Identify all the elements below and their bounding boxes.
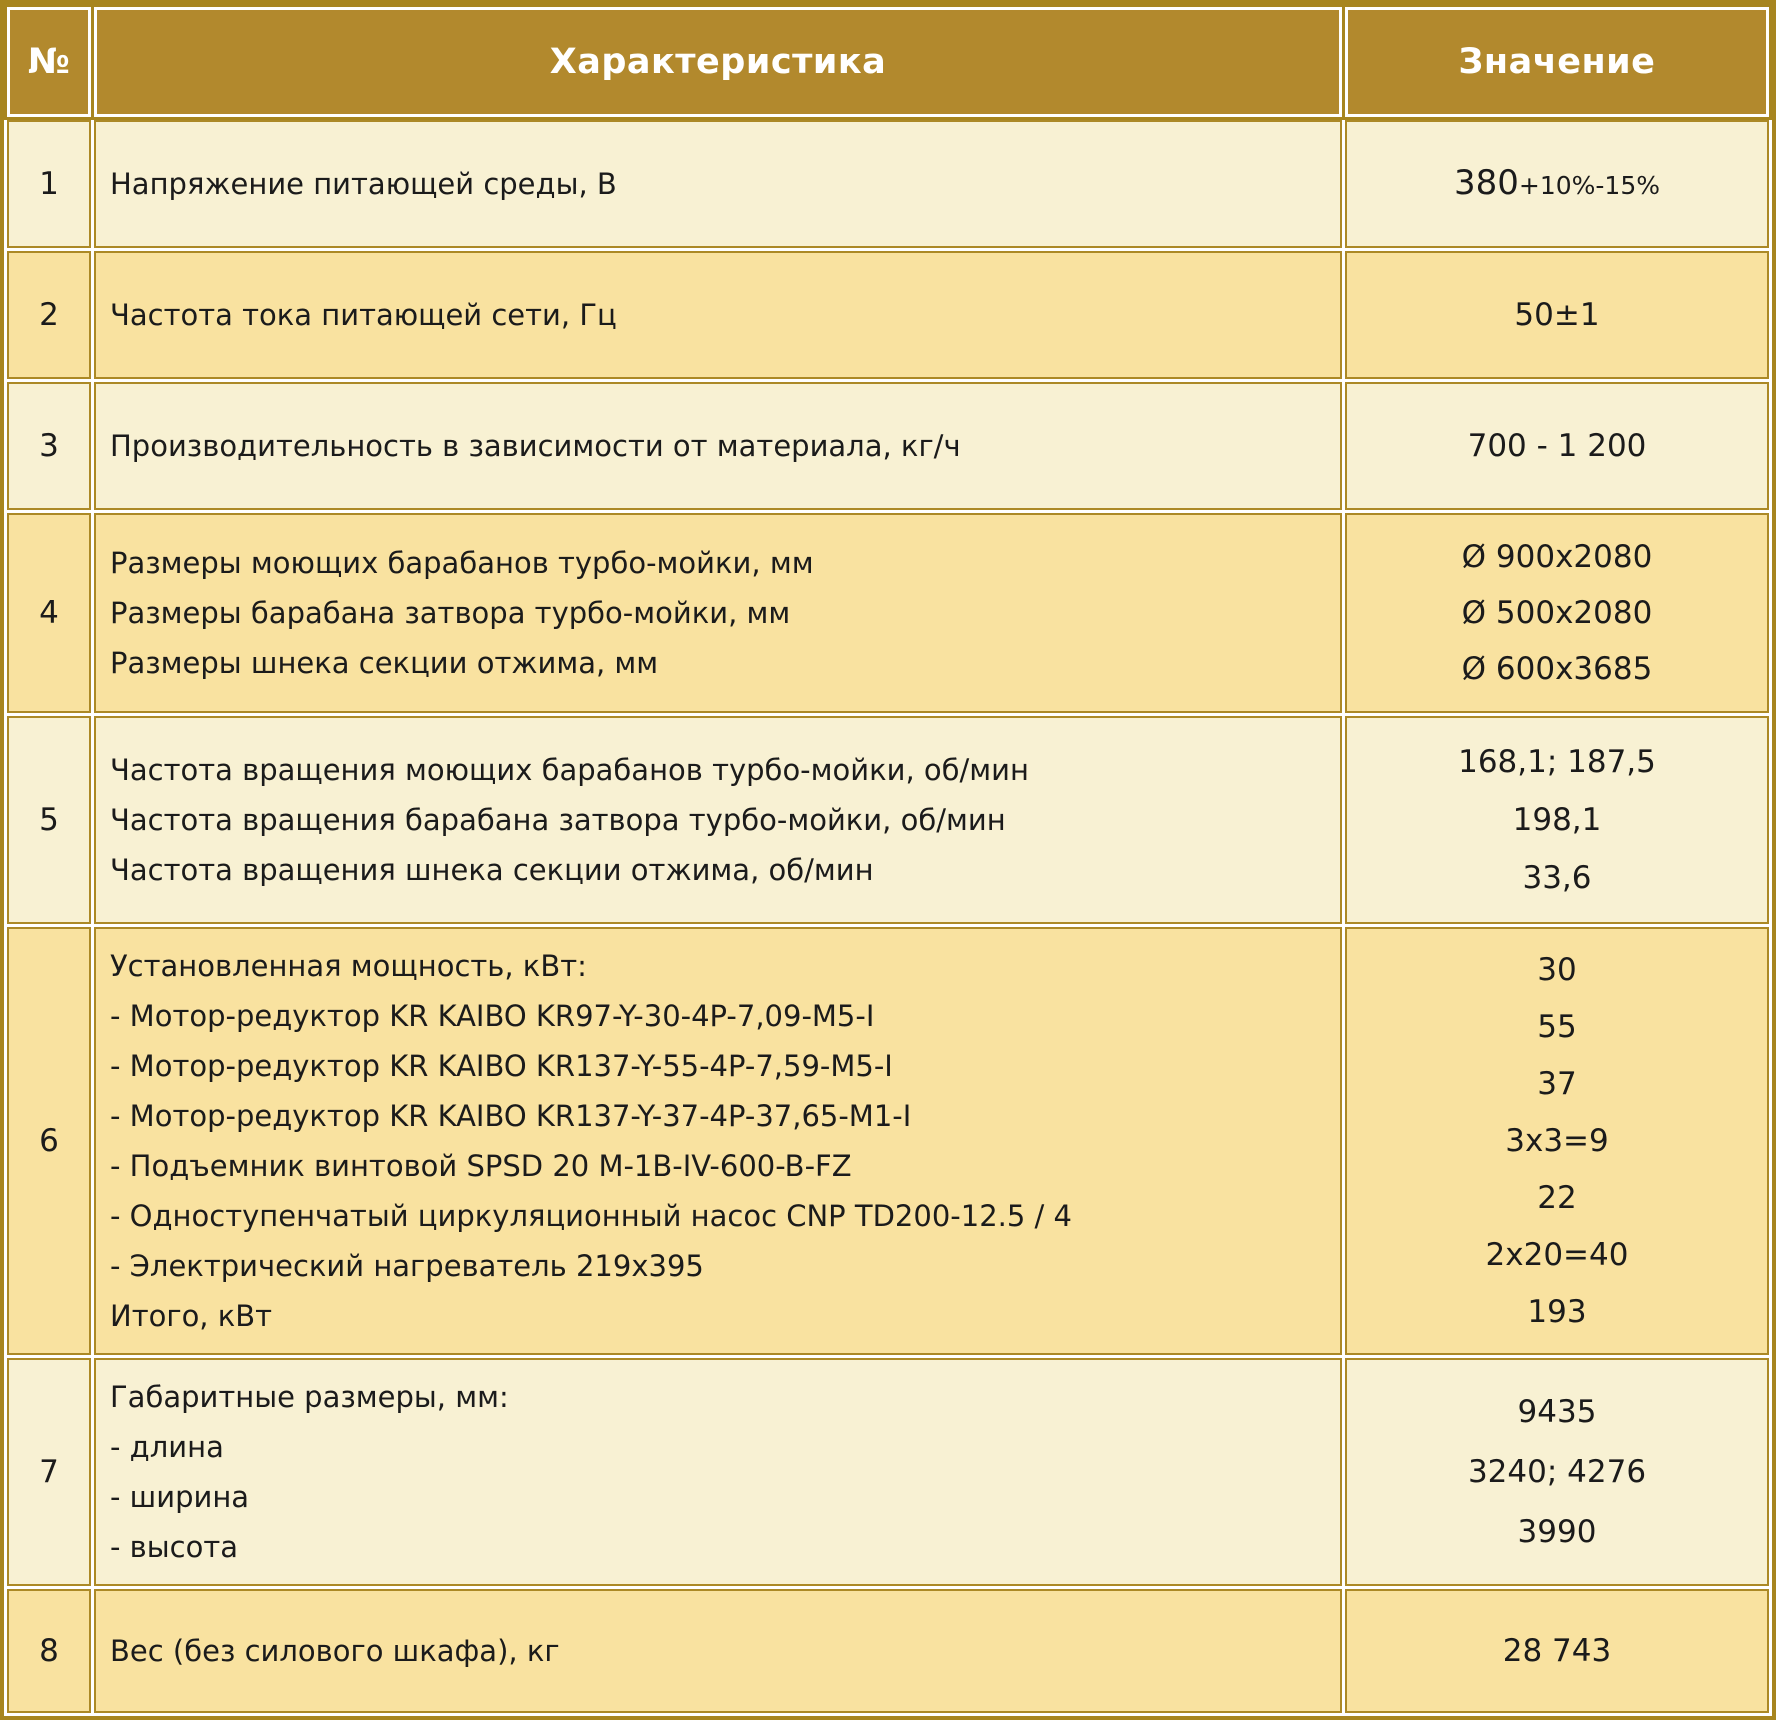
value-cell — [1345, 716, 1769, 924]
row-number-cell: 4 — [7, 513, 91, 713]
value-line: 22 — [1537, 1179, 1577, 1216]
table-row — [7, 1589, 1769, 1713]
table-row — [7, 251, 1769, 379]
value-cell — [1345, 927, 1769, 1355]
characteristic-line: Частота вращения шнека секции отжима, об/мин — [110, 853, 874, 887]
characteristic-line: Производительность в зависимости от материала, кг/ч — [110, 429, 961, 463]
characteristic-line: Размеры моющих барабанов турбо-мойки, мм — [110, 546, 814, 580]
value-line: 50±1 — [1514, 297, 1600, 333]
value-line: 380+10%-15% — [1453, 162, 1660, 203]
value-line: 30 — [1537, 951, 1577, 988]
characteristic-cell — [94, 513, 1342, 713]
table-row — [7, 382, 1769, 510]
value-line: 33,6 — [1522, 860, 1592, 896]
characteristic-line: Частота тока питающей сети, Гц — [110, 298, 617, 332]
value-cell — [1345, 251, 1769, 379]
row-number-cell: 6 — [7, 927, 91, 1355]
value-cell — [1345, 1589, 1769, 1713]
table-row — [7, 120, 1769, 248]
value-line: Ø 600x3685 — [1461, 651, 1653, 687]
value-line: Ø 900x2080 — [1461, 539, 1653, 575]
header-number: № — [7, 7, 91, 117]
value-line: 198,1 — [1512, 802, 1602, 838]
value-tolerance: +10%-15% — [1518, 170, 1660, 200]
characteristic-line: Размеры барабана затвора турбо-мойки, мм — [110, 596, 791, 630]
row-number-cell: 8 — [7, 1589, 91, 1713]
characteristic-line: Итого, кВт — [110, 1299, 273, 1333]
characteristic-line: - длина — [110, 1430, 224, 1464]
value-cell — [1345, 382, 1769, 510]
value-line: 3240; 4276 — [1467, 1454, 1647, 1490]
characteristic-cell — [94, 120, 1342, 248]
characteristic-line: - высота — [110, 1530, 239, 1564]
value-line: Ø 500x2080 — [1461, 595, 1653, 631]
value-line: 3x3=9 — [1505, 1122, 1609, 1159]
header-value: Значение — [1345, 7, 1769, 117]
value-line: 193 — [1527, 1293, 1587, 1330]
table-body — [7, 120, 1769, 1713]
value-line: 700 - 1 200 — [1467, 428, 1647, 464]
value-line: 37 — [1537, 1065, 1577, 1102]
row-number-cell: 3 — [7, 382, 91, 510]
value-cell — [1345, 513, 1769, 713]
value-line: 28 743 — [1502, 1633, 1612, 1669]
characteristic-cell — [94, 927, 1342, 1355]
characteristic-line: - Мотор-редуктор KR KAIBO KR137-Y-55-4P-7,59-M5-I — [110, 1049, 893, 1083]
characteristic-cell — [94, 251, 1342, 379]
value-line: 2x20=40 — [1485, 1236, 1629, 1273]
header-characteristic: Характеристика — [94, 7, 1342, 117]
table-row — [7, 1358, 1769, 1586]
value-line: 9435 — [1517, 1394, 1597, 1430]
value-line: 168,1; 187,5 — [1458, 744, 1656, 780]
row-number-cell: 5 — [7, 716, 91, 924]
characteristic-line: - Мотор-редуктор KR KAIBO KR97-Y-30-4P-7,09-M5-I — [110, 999, 875, 1033]
row-number-cell: 7 — [7, 1358, 91, 1586]
characteristic-line: Напряжение питающей среды, В — [110, 167, 617, 201]
row-number-cell: 2 — [7, 251, 91, 379]
header-row — [7, 7, 1769, 117]
table-row — [7, 927, 1769, 1355]
table-row — [7, 716, 1769, 924]
value-line: 55 — [1537, 1008, 1577, 1045]
characteristic-line: Размеры шнека секции отжима, мм — [110, 646, 659, 680]
characteristic-line: Габаритные размеры, мм: — [110, 1380, 509, 1414]
value-cell — [1345, 120, 1769, 248]
characteristic-line: Установленная мощность, кВт: — [110, 949, 587, 983]
value-line: 3990 — [1517, 1514, 1597, 1550]
characteristic-cell — [94, 1358, 1342, 1586]
characteristic-line: - Подъемник винтовой SPSD 20 M-1B-IV-600-B-FZ — [110, 1149, 852, 1183]
characteristic-cell — [94, 1589, 1342, 1713]
characteristic-line: - Одноступенчатый циркуляционный насос CNP TD200-12.5 / 4 — [110, 1199, 1072, 1233]
characteristic-line: - ширина — [110, 1480, 250, 1514]
characteristic-cell — [94, 716, 1342, 924]
table-row — [7, 513, 1769, 713]
value-cell — [1345, 1358, 1769, 1586]
characteristic-cell — [94, 382, 1342, 510]
characteristic-line: Частота вращения моющих барабанов турбо-мойки, об/мин — [110, 753, 1029, 787]
characteristic-line: Частота вращения барабана затвора турбо-мойки, об/мин — [110, 803, 1006, 837]
row-number-cell: 1 — [7, 120, 91, 248]
characteristic-line: - Электрический нагреватель 219x395 — [110, 1249, 704, 1283]
characteristic-line: Вес (без силового шкафа), кг — [110, 1634, 560, 1668]
characteristic-line: - Мотор-редуктор KR KAIBO KR137-Y-37-4P-37,65-M1-I — [110, 1099, 912, 1133]
